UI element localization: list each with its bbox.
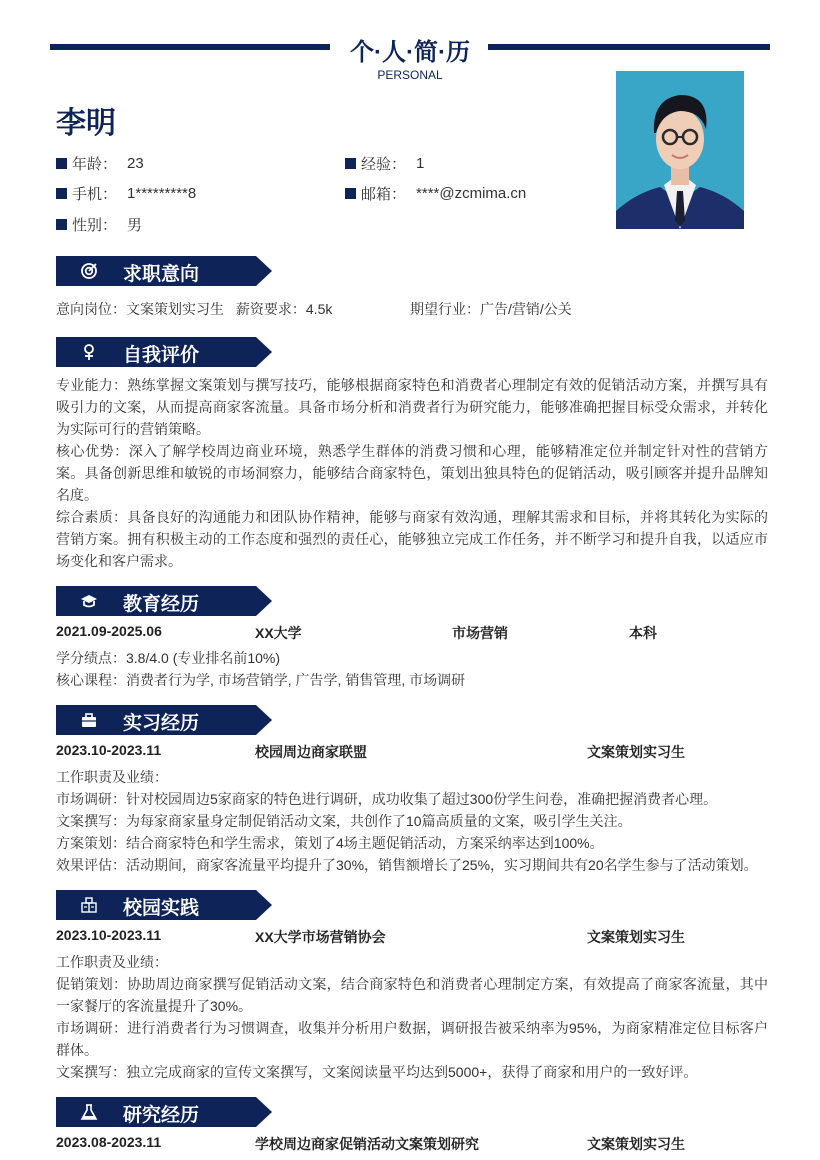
flower-icon [80, 343, 98, 361]
graduation-cap-icon [80, 592, 98, 610]
campus-role: 文案策划实习生 [587, 929, 685, 945]
info-label: 年龄： [72, 155, 118, 173]
education-gpa: 学分绩点：3.8/4.0 (专业排名前10%) [56, 650, 281, 666]
flask-icon [80, 1103, 98, 1121]
bullet-square-icon [345, 188, 356, 199]
campus-item: 促销策划：协助周边商家撰写促销活动文案，结合商家特色和消费者心理制定方案，有效提高了商家客流量，其中一家餐厅的客流量提升了30%。 [56, 976, 768, 1014]
info-phone [56, 183, 196, 203]
resume-title: 个·人·简·历 [350, 39, 470, 66]
section-header-research [56, 1097, 272, 1127]
internship-org: 校园周边商家联盟 [255, 744, 367, 760]
resume-header [50, 30, 770, 82]
info-label: 邮箱： [361, 185, 407, 203]
info-gender [56, 214, 142, 234]
internship-role: 文案策划实习生 [587, 744, 685, 760]
education-courses: 核心课程：消费者行为学, 市场营销学, 广告学, 销售管理, 市场调研 [56, 672, 466, 688]
section-header-campus [56, 890, 272, 920]
internship-item: 效果评估：活动期间，商家客流量平均提升了30%，销售额增长了25%，实习期间共有20名学生参与了活动策划。 [56, 857, 758, 873]
self-eval-paragraph: 核心优势：深入了解学校周边商业环境，熟悉学生群体的消费习惯和心理，能够精准定位并制定针对性的营销方案。具备创新思维和敏锐的市场洞察力，能够结合商家特色，策划出独具特色的促销活动，吸引顾客并提升品牌知名度。 [56, 443, 768, 503]
education-period: 2021.09-2025.06 [56, 623, 162, 639]
info-value: 23 [127, 154, 144, 172]
research-row [56, 1134, 766, 1156]
campus-row [56, 927, 766, 949]
section-title: 研究经历 [123, 1105, 200, 1126]
header-divider-right [488, 44, 770, 50]
info-label: 性别： [72, 216, 118, 234]
intent-line [56, 298, 766, 320]
research-role: 文案策划实习生 [587, 1136, 685, 1152]
education-major: 市场营销 [452, 625, 508, 641]
internship-row [56, 742, 766, 764]
section-title: 校园实践 [123, 898, 200, 919]
research-period: 2023.08-2023.11 [56, 1134, 162, 1150]
education-row [56, 623, 766, 645]
self-eval-paragraph: 专业能力：熟练掌握文案策划与撰写技巧，能够根据商家特色和消费者心理制定有效的促销活动方案，并撰写具有吸引力的文案，从而提高商家客流量。具备市场分析和消费者行为研究能力，能够准确把握目标受众需求，并转化为实际可行的营销策略。 [56, 377, 768, 437]
portrait-photo [616, 71, 744, 229]
research-topic: 学校周边商家促销活动文案策划研究 [255, 1136, 479, 1152]
candidate-name: 李明 [56, 107, 116, 140]
info-age [56, 153, 144, 173]
info-label: 经验： [361, 155, 407, 173]
campus-org: XX大学市场营销协会 [255, 929, 386, 945]
bullet-square-icon [345, 158, 356, 169]
info-value: 1*********8 [127, 184, 197, 202]
header-divider-left [50, 44, 330, 50]
info-email [345, 183, 526, 203]
section-header-self-eval [56, 337, 272, 367]
internship-item: 市场调研：针对校园周边5家商家的特色进行调研，成功收集了超过300份学生问卷，准确把握消费者心理。 [56, 791, 718, 807]
campus-duty-label: 工作职责及业绩： [56, 954, 168, 970]
bullet-square-icon [56, 158, 67, 169]
internship-duty-label: 工作职责及业绩： [56, 769, 168, 785]
education-degree: 本科 [629, 625, 657, 641]
intent-industry: 期望行业：广告/营销/公关 [410, 301, 572, 317]
briefcase-icon [80, 711, 98, 729]
section-title: 教育经历 [123, 594, 200, 615]
info-experience [345, 153, 424, 173]
info-label: 手机： [72, 185, 118, 203]
section-title: 求职意向 [123, 264, 200, 285]
target-icon [80, 262, 98, 280]
section-header-internship [56, 705, 272, 735]
section-title: 自我评价 [123, 345, 200, 366]
info-value: ****@zcmima.cn [416, 184, 527, 202]
internship-item: 文案撰写：为每家商家量身定制促销活动文案，共创作了10篇高质量的文案，吸引学生关注。 [56, 813, 632, 829]
campus-period: 2023.10-2023.11 [56, 927, 162, 943]
education-school: XX大学 [255, 625, 302, 641]
campus-item: 文案撰写：独立完成商家的宣传文案撰写，文案阅读量平均达到5000+，获得了商家和用户的一致好评。 [56, 1064, 698, 1080]
section-title: 实习经历 [123, 713, 200, 734]
section-header-intent [56, 256, 272, 286]
internship-item: 方案策划：结合商家特色和学生需求，策划了4场主题促销活动，方案采纳率达到100%。 [56, 835, 604, 851]
intent-position: 意向岗位：文案策划实习生 [56, 301, 224, 317]
self-eval-paragraph: 综合素质：具备良好的沟通能力和团队协作精神，能够与商家有效沟通，理解其需求和目标，并将其转化为实际的营销方案。拥有积极主动的工作态度和强烈的责任心，能够独立完成工作任务，并不断学习和提升自我，以适应市场变化和客户需求。 [56, 509, 768, 569]
resume-subtitle: PERSONAL [377, 68, 443, 82]
bullet-square-icon [56, 219, 67, 230]
bullet-square-icon [56, 188, 67, 199]
section-header-education [56, 586, 272, 616]
info-value: 1 [416, 154, 425, 172]
building-icon [80, 896, 98, 914]
campus-item: 市场调研：进行消费者行为习惯调查，收集并分析用户数据，调研报告被采纳率为95%，为商家精准定位目标客户群体。 [56, 1020, 768, 1058]
intent-salary: 薪资要求：4.5k [235, 301, 333, 317]
info-value: 男 [127, 216, 143, 234]
internship-period: 2023.10-2023.11 [56, 742, 162, 758]
